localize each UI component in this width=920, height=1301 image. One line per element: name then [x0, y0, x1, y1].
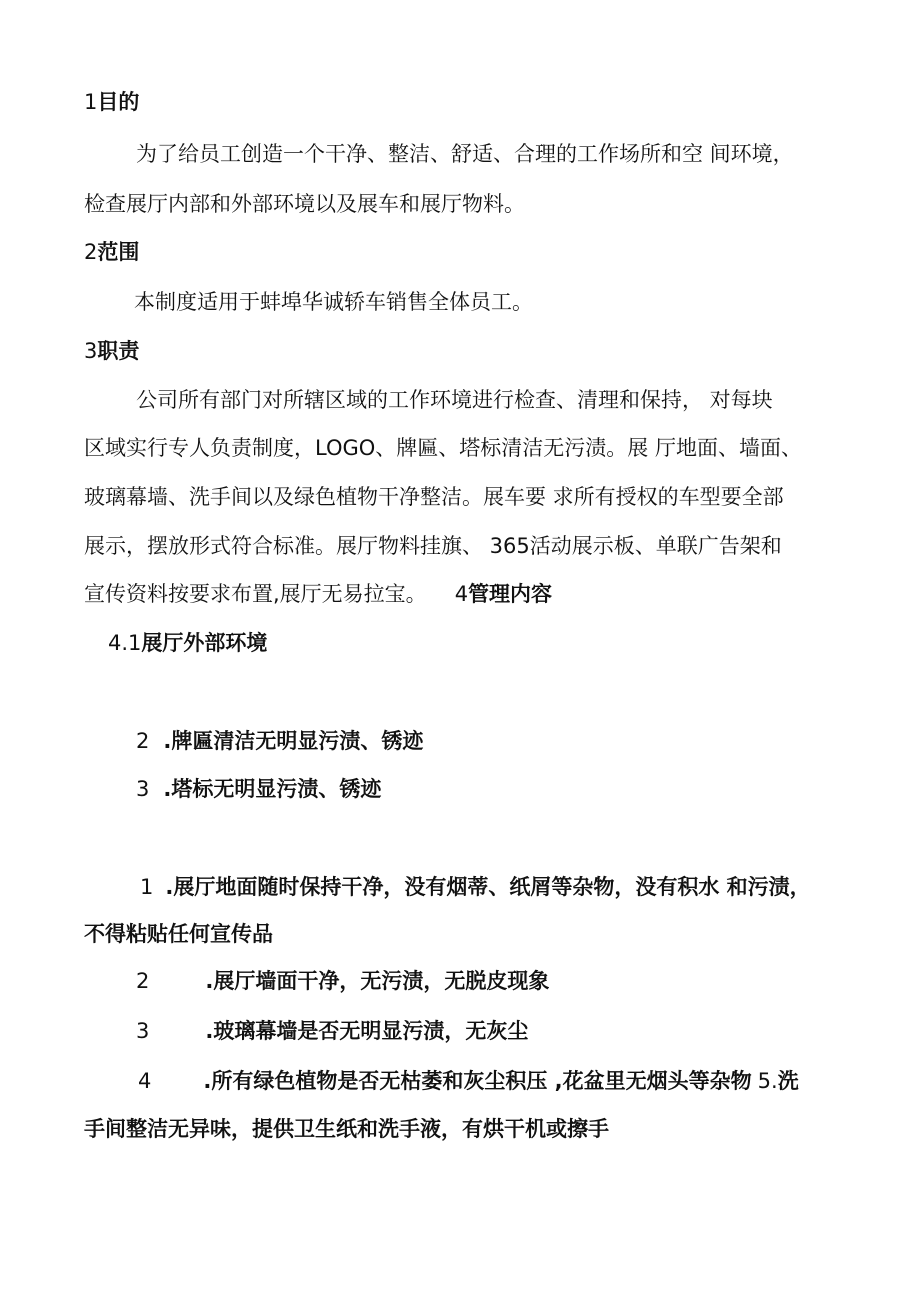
section-1-body-line-2: 检查展厅内部和外部环境以及展车和展厅物料。	[84, 192, 525, 216]
section-3-body-line-5	[84, 580, 552, 608]
section-3-body-line-2: 区域实行专人负责制度，LOGO、牌匾、塔标清洁无污渍。展 厅地面、墙面、	[84, 436, 802, 460]
section-2-body: 本制度适用于蚌埠华诚轿车销售全体员工。	[134, 290, 533, 314]
outer-item-3	[136, 775, 381, 803]
section-2-heading	[84, 238, 139, 266]
section-1-body-line-1: 为了给员工创造一个干净、整洁、舒适、合理的工作场所和空 间环境，	[136, 142, 794, 166]
inner-item-4-text: .所有绿色植物是否无枯萎和灰尘积压 ,花盆里无烟头等杂物	[203, 1069, 752, 1093]
section-3-body-line-5-text: 宣传资料按要求布置,展厅无易拉宝。	[84, 582, 427, 606]
inner-item-3-text: .玻璃幕墙是否无明显污渍，无灰尘	[205, 1019, 529, 1043]
inner-item-1-number: 1	[140, 875, 154, 899]
section-2-title: 范围	[97, 240, 140, 264]
inner-item-2-number: 2	[136, 969, 150, 993]
inner-item-1-line-1	[140, 873, 811, 901]
inner-item-4-number: 4	[138, 1069, 152, 1093]
section-3-body-line-1: 公司所有部门对所辖区域的工作环境进行检查、清理和保持， 对每块	[136, 388, 773, 412]
section-3-body-line-3: 玻璃幕墙、洗手间以及绿色植物干净整洁。展车要 求所有授权的车型要全部	[84, 485, 784, 509]
section-3-number: 3	[84, 339, 98, 363]
section-3-title: 职责	[97, 339, 140, 363]
section-4-number: 4	[454, 582, 469, 606]
section-3-heading	[84, 337, 139, 365]
outer-item-2	[136, 727, 423, 755]
section-2-number: 2	[84, 240, 98, 264]
inner-item-1-text: .展厅地面随时保持干净，没有烟蒂、纸屑等杂物，没有积水 和污渍，	[165, 875, 811, 899]
section-4-title: 管理内容	[468, 582, 553, 606]
inner-item-3-number: 3	[136, 1019, 150, 1043]
inner-item-3	[136, 1017, 528, 1045]
outer-item-2-number: 2	[136, 729, 150, 753]
inner-item-1-line-2: 不得粘贴任何宣传品	[84, 922, 273, 946]
section-1-number: 1	[84, 90, 98, 114]
inner-item-5-number: 5.	[757, 1069, 778, 1093]
inner-item-5-line-2: 手间整洁无异味，提供卫生纸和洗手液，有烘干机或擦手	[84, 1117, 609, 1141]
outer-item-3-number: 3	[136, 777, 150, 801]
section-3-body-line-4: 展示，摆放形式符合标准。展厅物料挂旗、 365活动展示板、单联广告架和	[84, 534, 782, 558]
section-1-title: 目的	[97, 90, 140, 114]
section-4-1-number: 4.1	[108, 631, 142, 655]
inner-item-2-text: .展厅墙面干净，无污渍，无脱皮现象	[205, 969, 550, 993]
inner-item-4-line-1	[138, 1067, 799, 1095]
section-4-1-title: 展厅外部环境	[141, 631, 268, 655]
inner-item-5-text-start: 洗	[777, 1069, 799, 1093]
section-4-1-heading	[108, 629, 267, 657]
section-1-heading	[84, 88, 139, 116]
outer-item-3-text: .塔标无明显污渍、锈迹	[163, 777, 382, 801]
inner-item-2	[136, 967, 549, 995]
outer-item-2-text: .牌匾清洁无明显污渍、锈迹	[163, 729, 424, 753]
